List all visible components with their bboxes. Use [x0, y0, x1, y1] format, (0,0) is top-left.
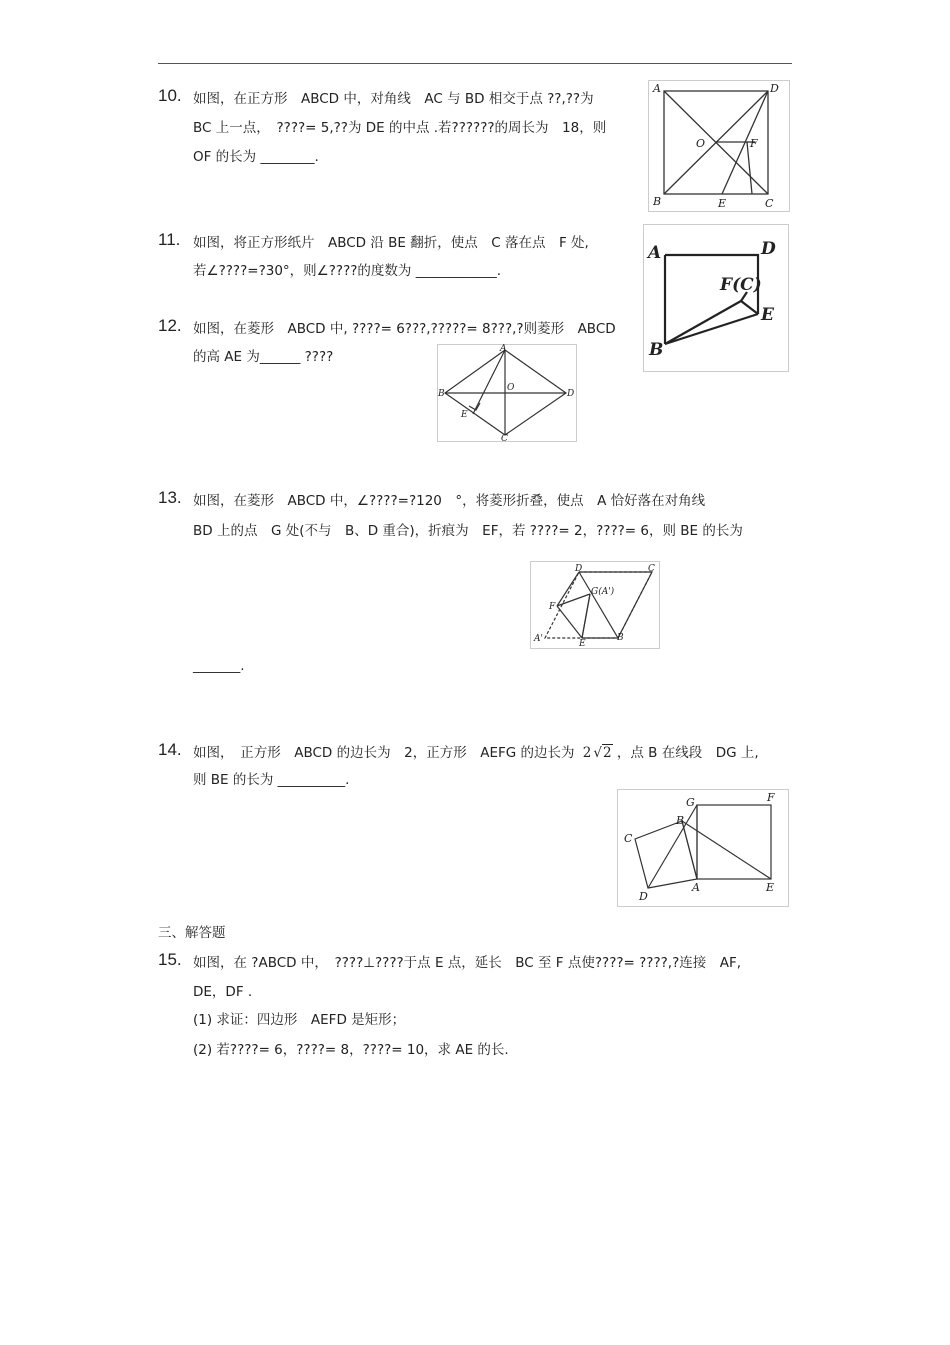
q11-label-a: A [648, 243, 662, 263]
q11-label-e: E [761, 305, 774, 325]
sqrt-coefficient: 2 [582, 745, 592, 761]
q13-label-b: B [617, 633, 624, 643]
sqrt-expression [583, 745, 617, 761]
q11-label-d: D [761, 239, 776, 259]
q12-label-d: D [567, 389, 575, 399]
q12-label-c: C [501, 434, 508, 442]
q13-label-f: F [549, 602, 556, 612]
q14-label-f: F [767, 791, 775, 804]
q14-label-d: D [639, 890, 648, 903]
question-14-line-1 [193, 741, 759, 761]
question-10-line-3: OF 的长为 ________. [193, 149, 319, 165]
question-15-number: 15. [158, 950, 182, 969]
q10-label-a: A [653, 82, 661, 95]
q14-label-b: B [676, 814, 685, 827]
question-12-figure [437, 344, 577, 442]
question-10-figure [648, 80, 790, 212]
q13-label-g: G(A') [591, 587, 615, 597]
header-rule [158, 63, 792, 64]
section-heading: 三、解答题 [158, 925, 226, 941]
sqrt-radicand: 2 [603, 745, 612, 761]
question-13-line-2: BD 上的点 G 处(不与 B、D 重合)，折痕为 EF，若 ????= 2，????= 6，则 BE 的长为 [193, 523, 743, 539]
question-14-number: 14. [158, 740, 182, 759]
q10-label-c: C [765, 197, 774, 210]
question-12-line-2: 的高 AE 为______ ???? [193, 349, 334, 365]
question-11-line-2: 若∠????=?30°，则∠????的度数为 ____________. [193, 263, 502, 279]
question-11-number: 11. [158, 230, 181, 249]
q14-label-a: A [692, 881, 700, 894]
q10-label-e: E [718, 197, 727, 210]
question-13-number: 13. [158, 488, 182, 507]
q11-label-b: B [649, 340, 664, 360]
q13-label-e: E [579, 639, 586, 649]
question-11-figure [643, 224, 789, 372]
q13-label-d: D [575, 564, 583, 574]
q13-label-a-prime: A' [534, 634, 543, 644]
question-13-figure [530, 561, 660, 649]
question-10-number: 10. [158, 86, 182, 105]
sqrt-sign-icon: √ [593, 745, 602, 761]
question-12-number: 12. [158, 316, 182, 335]
question-15-line-1: 如图，在 ?ABCD 中， ????⊥????于点 E 点，延长 BC 至 F 点使????= ????,?连接 AF, [193, 955, 742, 971]
q14-label-c: C [624, 832, 633, 845]
question-13-answer-blank: _______. [193, 658, 245, 674]
q14-label-g: G [686, 796, 695, 809]
q12-label-b: B [438, 389, 445, 399]
question-10-line-1: 如图，在正方形 ABCD 中，对角线 AC 与 BD 相交于点 ??,??为 [193, 91, 594, 107]
question-14-line-2: 则 BE 的长为 __________. [193, 772, 350, 788]
question-14-line-1-text: 如图， 正方形 ABCD 的边长为 2，正方形 AEFG 的边长为 [193, 745, 575, 761]
q12-label-e: E [461, 410, 468, 420]
q12-label-o: O [507, 383, 515, 393]
q10-label-f: F [750, 137, 758, 150]
question-12-line-1: 如图，在菱形 ABCD 中, ????= 6???,?????= 8???,?则菱形 ABCD [193, 321, 616, 337]
question-15-subquestion-1: (1) 求证：四边形 AEFD 是矩形； [193, 1012, 406, 1028]
q13-label-c: C [648, 564, 655, 574]
question-14-figure [617, 789, 789, 907]
question-10-line-2: BC 上一点， ????= 5,??为 DE 的中点 .若??????的周长为 18，则 [193, 120, 607, 136]
question-13-line-1: 如图，在菱形 ABCD 中，∠????=?120 °，将菱形折叠，使点 A 恰好落在对角线 [193, 493, 706, 509]
q14-label-e: E [766, 881, 775, 894]
question-11-line-1: 如图，将正方形纸片 ABCD 沿 BE 翻折，使点 C 落在点 F 处, [193, 235, 589, 251]
question-15-subquestion-2: (2) 若????= 6，????= 8，????= 10，求 AE 的长. [193, 1042, 509, 1058]
q10-label-o: O [696, 137, 706, 150]
q10-label-d: D [770, 82, 779, 95]
q11-label-fc: F(C) [720, 275, 762, 295]
question-15-line-2: DE，DF . [193, 984, 253, 1000]
q10-label-b: B [653, 195, 662, 208]
q12-label-a: A [500, 344, 507, 354]
question-14-line-1-tail: ，点 B 在线段 DG 上, [616, 745, 759, 761]
